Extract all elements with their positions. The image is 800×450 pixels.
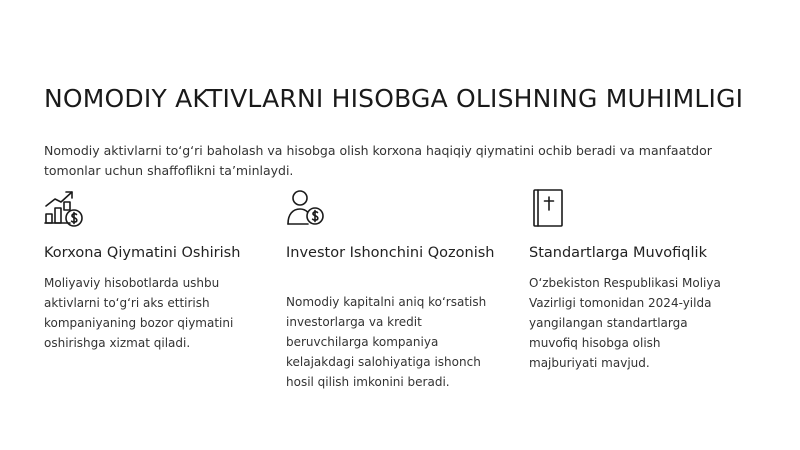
feature-title: Korxona Qiymatini Oshirish [44, 245, 241, 261]
page-title: NOMODIY AKTIVLARNI HISOBGA OLISHNING MUHIMLIGI [44, 84, 744, 113]
feature-text: Nomodiy kapitalni aniq ko‘rsatish investorlarga va kredit beruvchilarga kompaniya kelajakdagi salohiyatiga ishonch hosil qilish imkonini beradi. [286, 295, 487, 389]
feature-title: Investor Ishonchini Qozonish [286, 245, 495, 261]
intro-paragraph: Nomodiy aktivlarni to‘g‘ri baholash va hisobga olish korxona haqiqiy qiymatini ochib beradi va manfaatdor tomonlar uchun shaffoflikni ta’minlaydi. [44, 143, 712, 178]
feature-column-value [44, 188, 269, 350]
feature-column-standards [529, 188, 754, 370]
slide [44, 0, 764, 450]
feature-title: Standartlarga Muvofiqlik [529, 245, 707, 261]
feature-text: Moliyaviy hisobotlarda ushbu aktivlarni to‘g‘ri aks ettirish kompaniyaning bozor qiymatini oshirishga xizmat qiladi. [44, 276, 234, 350]
law-book-icon [529, 188, 569, 228]
investor-dollar-icon [286, 188, 326, 228]
feature-column-investor [286, 188, 511, 389]
growth-chart-dollar-icon [44, 188, 84, 228]
feature-text: O‘zbekiston Respublikasi Moliya Vazirligi tomonidan 2024-yilda yangilangan standartlarga muvofiq hisobga olish majburiyati mavjud. [529, 276, 721, 370]
